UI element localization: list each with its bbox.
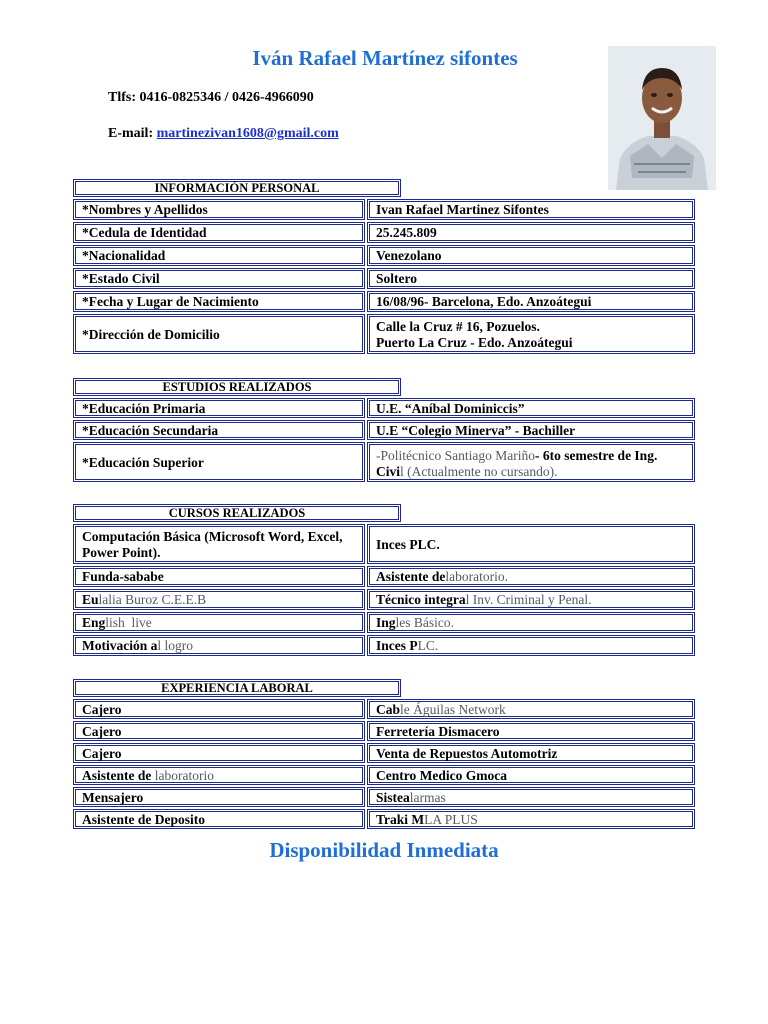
label-part: l logro: [157, 638, 193, 653]
value-part: Ing: [376, 615, 396, 630]
value-part: Sistea: [376, 789, 410, 805]
value-part: Ferretería Dismacero: [376, 723, 500, 739]
row-value: [367, 787, 695, 807]
candidate-name: Iván Rafael Martínez sifontes: [252, 46, 518, 70]
row-value: [367, 635, 695, 656]
row-label: *Estado Civil: [73, 268, 365, 289]
row-value: [367, 809, 695, 829]
row-value: Ivan Rafael Martinez Sifontes: [367, 199, 695, 220]
row-value: [367, 612, 695, 633]
experience-section: [73, 679, 695, 831]
value-part: laboratorio.: [445, 569, 508, 584]
email-link[interactable]: martinezivan1608@gmail.com: [156, 126, 339, 141]
row-label: *Nombres y Apellidos: [73, 199, 365, 220]
label-part: lish live: [105, 615, 152, 630]
row-label: [73, 765, 365, 785]
label-part: lalia Buroz C.E.E.B: [98, 592, 207, 607]
value-part: Venta de Repuestos Automotriz: [376, 745, 558, 761]
row-label: *Cedula de Identidad: [73, 222, 365, 243]
row-value: U.E. “Aníbal Dominiccis”: [367, 398, 695, 418]
value-part: Centro Medico Gmoca: [376, 767, 507, 783]
row-label: [73, 589, 365, 610]
row-label: [73, 635, 365, 656]
table-row: [73, 612, 695, 633]
table-row: [73, 222, 695, 243]
row-value: Inces PLC.: [367, 524, 695, 564]
row-label: Computación Básica (Microsoft Word, Excel, Power Point).: [73, 524, 365, 564]
table-row: [73, 291, 695, 312]
row-value: 16/08/96- Barcelona, Edo. Anzoátegui: [367, 291, 695, 312]
label-part: Motivación a: [82, 638, 158, 653]
value-part: LC.: [417, 638, 439, 653]
email-line: [108, 126, 339, 142]
phone-line: Tlfs: 0416-0825346 / 0426-4966090: [108, 90, 314, 105]
table-row: [73, 743, 695, 763]
row-value: [367, 743, 695, 763]
label-part: Asistente de: [82, 767, 155, 783]
row-label: [73, 612, 365, 633]
value-part: l Inv. Criminal y Penal.: [465, 592, 592, 607]
experience-title: EXPERIENCIA LABORAL: [73, 679, 401, 697]
row-value: U.E “Colegio Minerva” - Bachiller: [367, 420, 695, 440]
row-label: *Educación Primaria: [73, 398, 365, 418]
value-part: Traki M: [376, 811, 425, 827]
row-label: Mensajero: [73, 787, 365, 807]
courses-title: CURSOS REALIZADOS: [73, 504, 401, 522]
table-row: [73, 314, 695, 354]
table-row: [73, 398, 695, 418]
value-part: l (Actualmente no cursando).: [400, 464, 558, 479]
value-part: -Politécnico Santiago Mariño: [376, 448, 535, 463]
value-part: Asistente de: [376, 569, 446, 584]
row-label: *Educación Secundaria: [73, 420, 365, 440]
label-part: Eu: [82, 592, 99, 607]
row-label: *Fecha y Lugar de Nacimiento: [73, 291, 365, 312]
row-value: Venezolano: [367, 245, 695, 266]
value-part: larmas: [409, 789, 446, 805]
value-part: Cab: [376, 701, 401, 717]
table-row: [73, 765, 695, 785]
table-row: [73, 524, 695, 564]
portrait-image: [608, 46, 716, 190]
value-part: le Águilas Network: [400, 701, 506, 717]
studies-title: ESTUDIOS REALIZADOS: [73, 378, 401, 396]
personal-info-section: [73, 179, 695, 356]
label-part: laboratorio: [154, 767, 214, 783]
value-part: - 6to semestre de Ing. Civi: [376, 448, 658, 479]
table-row: [73, 787, 695, 807]
availability-note: Disponibilidad Inmediata: [269, 838, 499, 862]
row-label: Asistente de Deposito: [73, 809, 365, 829]
row-value: 25.245.809: [367, 222, 695, 243]
value-part: Inces P: [376, 638, 418, 653]
value-part: LA PLUS: [424, 811, 478, 827]
row-label: *Dirección de Domicilio: [73, 314, 365, 354]
table-row: [73, 566, 695, 587]
table-row: [73, 635, 695, 656]
value-part: les Básico.: [395, 615, 455, 630]
courses-section: [73, 504, 695, 658]
table-row: [73, 589, 695, 610]
row-value: [367, 314, 695, 354]
row-label: Cajero: [73, 721, 365, 741]
studies-section: [73, 378, 695, 484]
label-part: Eng: [82, 615, 106, 630]
row-value: [367, 699, 695, 719]
table-row: [73, 721, 695, 741]
personal-info-title: INFORMACIÓN PERSONAL: [73, 179, 401, 197]
row-value: [367, 721, 695, 741]
table-row: [73, 268, 695, 289]
address-line-2: Puerto La Cruz - Edo. Anzoátegui: [376, 334, 573, 350]
row-label: Cajero: [73, 699, 365, 719]
row-value: [367, 442, 695, 482]
value-part: Técnico integra: [376, 592, 466, 607]
row-value: [367, 566, 695, 587]
row-label: Funda-sababe: [73, 566, 365, 587]
row-value: [367, 765, 695, 785]
email-label: E-mail:: [108, 126, 157, 141]
row-label: *Educación Superior: [73, 442, 365, 482]
profile-photo: [608, 46, 716, 190]
table-row: [73, 245, 695, 266]
row-label: Cajero: [73, 743, 365, 763]
row-value: Soltero: [367, 268, 695, 289]
table-row: [73, 442, 695, 482]
address-line-1: Calle la Cruz # 16, Pozuelos.: [376, 318, 540, 334]
table-row: [73, 199, 695, 220]
row-label: *Nacionalidad: [73, 245, 365, 266]
table-row: [73, 809, 695, 829]
table-row: [73, 420, 695, 440]
row-value: [367, 589, 695, 610]
table-row: [73, 699, 695, 719]
